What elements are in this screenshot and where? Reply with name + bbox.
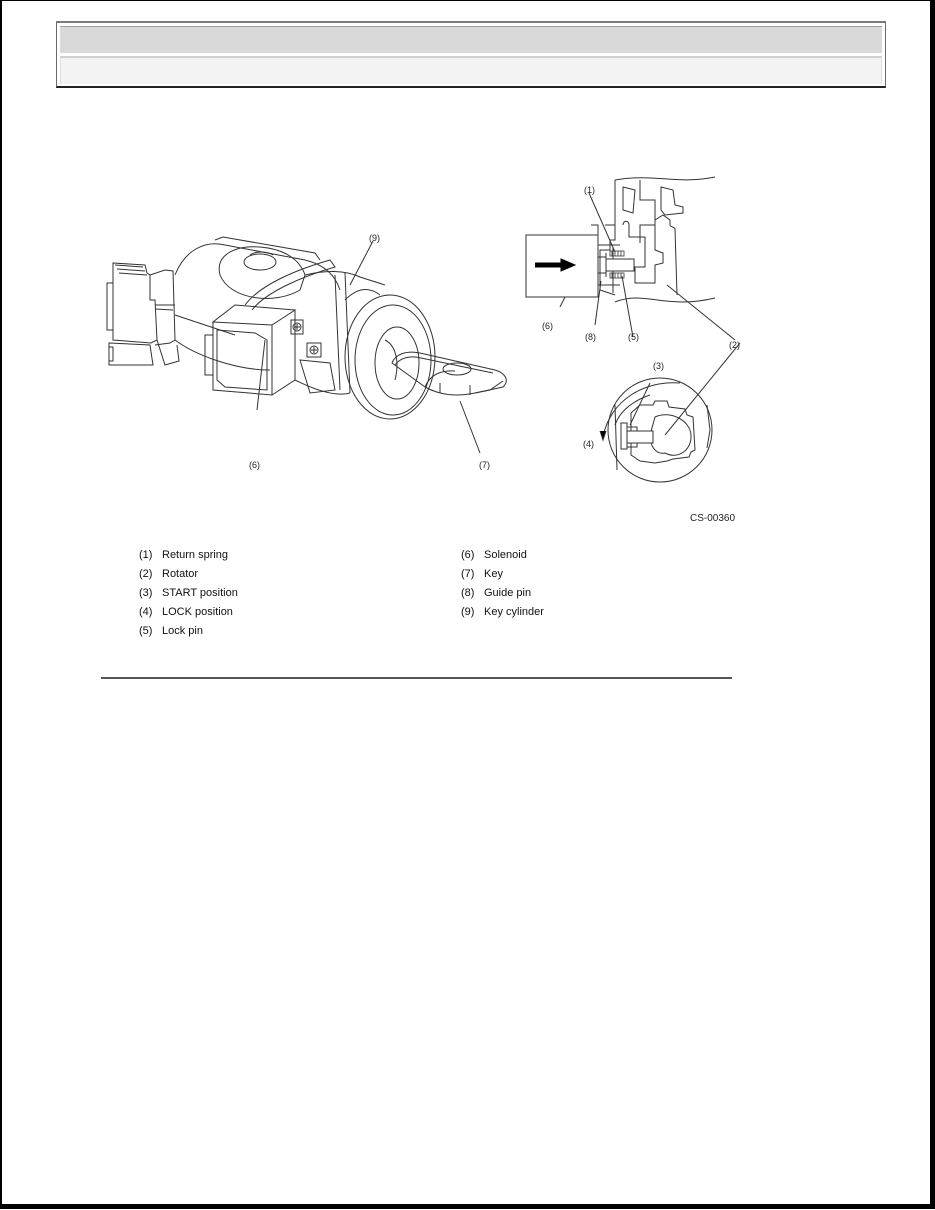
- legend-num: (4): [139, 606, 153, 618]
- figure-drawing: [95, 165, 755, 535]
- callout-1: (1): [584, 185, 595, 195]
- callout-6: (6): [249, 460, 260, 470]
- legend-num: (7): [461, 568, 475, 580]
- legend-item: [139, 606, 238, 625]
- legend-label: Return spring: [162, 549, 229, 561]
- steering-lock-figure: [95, 165, 755, 535]
- callout-2: (2): [729, 340, 740, 350]
- legend-right: [461, 549, 544, 625]
- legend-label: Solenoid: [484, 549, 527, 561]
- legend-num: (3): [139, 587, 153, 599]
- callout-3: (3): [653, 361, 664, 371]
- legend-label: LOCK position: [162, 606, 233, 618]
- legend-left: [139, 549, 238, 644]
- legend-item: [461, 568, 544, 587]
- legend-item: [461, 587, 544, 606]
- callout-5: (5): [628, 332, 639, 342]
- legend-item: [139, 549, 238, 568]
- legend-num: (6): [461, 549, 475, 561]
- legend-label: Key: [484, 568, 503, 580]
- header-subtitle-bar: [60, 56, 882, 84]
- callout-8: (8): [585, 332, 596, 342]
- legend-item: [139, 568, 238, 587]
- legend-item: [139, 587, 238, 606]
- header-title-bar: [60, 26, 882, 55]
- legend-num: (1): [139, 549, 153, 561]
- legend-label: Guide pin: [484, 587, 532, 599]
- figure-code: CS-00360: [690, 513, 736, 524]
- callout-9: (9): [369, 233, 380, 243]
- legend-num: (9): [461, 606, 475, 618]
- section-divider: [101, 677, 732, 679]
- legend-label: Key cylinder: [484, 606, 544, 618]
- legend-item: [461, 549, 544, 568]
- legend-num: (2): [139, 568, 153, 580]
- legend-label: START position: [162, 587, 238, 599]
- solenoid-cross-section-drawing: [526, 177, 740, 482]
- legend-item: [461, 606, 544, 625]
- legend-item: [139, 625, 238, 644]
- callout-4: (4): [583, 439, 594, 449]
- legend-label: Rotator: [162, 568, 199, 580]
- header-box: [56, 21, 886, 88]
- legend-num: (8): [461, 587, 475, 599]
- legend-label: Lock pin: [162, 625, 203, 637]
- legend-num: (5): [139, 625, 153, 637]
- callout-7: (7): [479, 460, 490, 470]
- callout-6-detail: (6): [542, 321, 553, 331]
- key-cylinder-assembly-drawing: [107, 237, 506, 453]
